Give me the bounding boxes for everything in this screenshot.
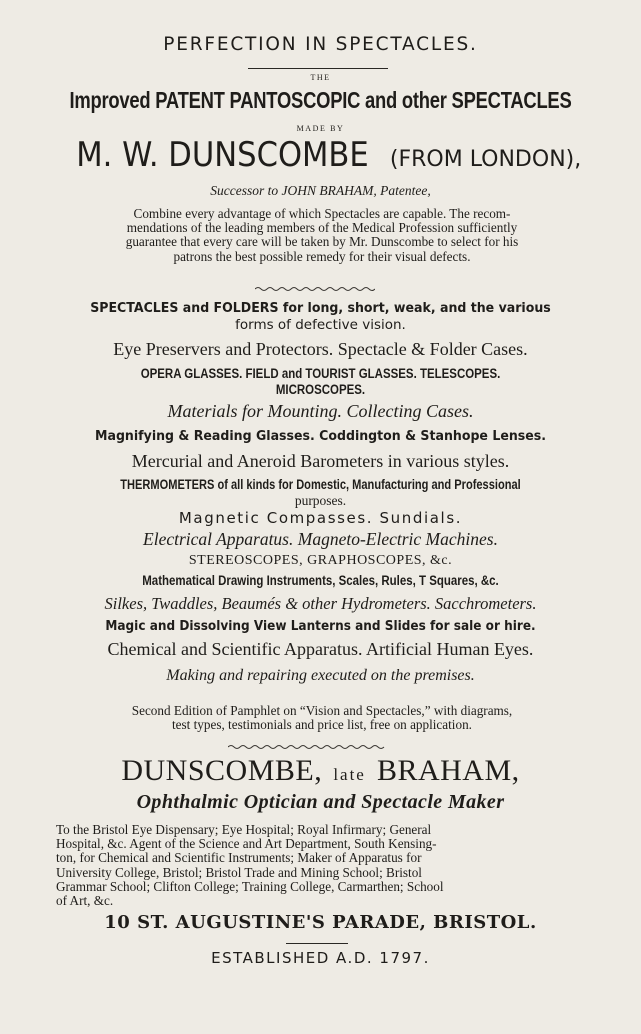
blackletter-title: Ophthalmic Optician and Spectacle Maker xyxy=(136,791,505,813)
address-line: 10 ST. AUGUSTINE'S PARADE, BRISTOL. xyxy=(104,912,537,933)
firm-line xyxy=(0,754,641,788)
successor-line: Successor to JOHN BRAHAM, Patentee, xyxy=(210,183,431,198)
the-label: THE xyxy=(310,73,331,82)
wavy-divider xyxy=(228,744,388,750)
maker-name: M. W. DUNSCOMBE xyxy=(76,135,369,175)
firm-brand: BRAHAM, xyxy=(376,754,520,787)
appointments-paragraph xyxy=(56,823,588,908)
firm-name: DUNSCOMBE, xyxy=(121,754,323,787)
electrical-line: Electrical Apparatus. Magneto-Electric Machines. xyxy=(143,529,498,549)
intro-line: mendations of the leading members of the Medical Profession sufficiently xyxy=(126,220,518,236)
barometers-line: Mercurial and Aneroid Barometers in various styles. xyxy=(131,451,510,471)
maker-origin: (FROM LONDON), xyxy=(389,147,582,172)
magnifying-line: Magnifying & Reading Glasses. Coddington & Stanhope Lenses. xyxy=(94,428,547,444)
thermometers-line-2: purposes. xyxy=(294,493,347,508)
spectacles-line-1: SPECTACLES and FOLDERS for long, short, weak, and the various xyxy=(90,300,551,316)
making-line: Making and repairing executed on the premises. xyxy=(166,667,475,684)
established-line: ESTABLISHED A.D. 1797. xyxy=(211,949,430,967)
eye-preservers-line: Eye Preservers and Protectors. Spectacle & Folder Cases. xyxy=(113,339,528,359)
intro-line: guarantee that every care will be taken by Mr. Dunscombe to select for his xyxy=(125,234,519,250)
lanterns-line: Magic and Dissolving View Lanterns and Slides for sale or hire. xyxy=(105,619,536,634)
appointments-line: University College, Bristol; Bristol Trade and Mining School; Bristol xyxy=(56,864,422,880)
hydrometers-line: Silkes, Twaddles, Beaumés & other Hydrometers. Sacchrometers. xyxy=(104,594,537,613)
address-rule xyxy=(286,943,348,944)
firm-late: late xyxy=(333,765,366,784)
product-title: Improved PATENT PANTOSCOPIC and other SPECTACLES xyxy=(69,87,572,113)
appointments-line: Hospital, &c. Agent of the Science and Art Department, South Kensing- xyxy=(56,836,437,852)
pamphlet-line: test types, testimonials and price list, free on application. xyxy=(172,717,472,733)
maker-line xyxy=(0,135,641,175)
opera-line-2: MICROSCOPES. xyxy=(275,382,366,397)
stereoscopes-line: STEREOSCOPES, GRAPHOSCOPES, &c. xyxy=(188,553,453,568)
intro-paragraph xyxy=(56,207,588,264)
wavy-divider xyxy=(255,286,375,292)
appointments-line: To the Bristol Eye Dispensary; Eye Hospital; Royal Infirmary; General xyxy=(56,822,432,837)
appointments-line: Grammar School; Clifton College; Training College, Carmarthen; School xyxy=(56,878,444,894)
opera-line-1: OPERA GLASSES. FIELD and TOURIST GLASSES. TELESCOPES. xyxy=(140,366,501,381)
made-by-label: MADE BY xyxy=(296,124,345,133)
appointments-line: ton, for Chemical and Scientific Instruments; Maker of Apparatus for xyxy=(56,850,422,866)
top-title: PERFECTION IN SPECTACLES. xyxy=(163,34,478,55)
intro-line: Combine every advantage of which Spectacles are capable. The recom- xyxy=(133,206,511,221)
compasses-line: Magnetic Compasses. Sundials. xyxy=(178,509,463,527)
mathematical-line: Mathematical Drawing Instruments, Scales, Rules, T Squares, &c. xyxy=(142,573,499,588)
pamphlet-paragraph xyxy=(56,704,588,732)
intro-line: patrons the best possible remedy for their visual defects. xyxy=(173,248,471,264)
top-rule xyxy=(248,68,388,69)
thermometers-line-1: THERMOMETERS of all kinds for Domestic, Manufacturing and Professional xyxy=(120,477,521,492)
spectacles-line-2: forms of defective vision. xyxy=(235,317,406,333)
materials-line: Materials for Mounting. Collecting Cases. xyxy=(167,401,474,421)
appointments-line: of Art, &c. xyxy=(56,893,114,909)
chemical-line: Chemical and Scientific Apparatus. Artificial Human Eyes. xyxy=(107,639,534,659)
pamphlet-line: Second Edition of Pamphlet on “Vision and Spectacles,” with diagrams, xyxy=(131,703,513,718)
